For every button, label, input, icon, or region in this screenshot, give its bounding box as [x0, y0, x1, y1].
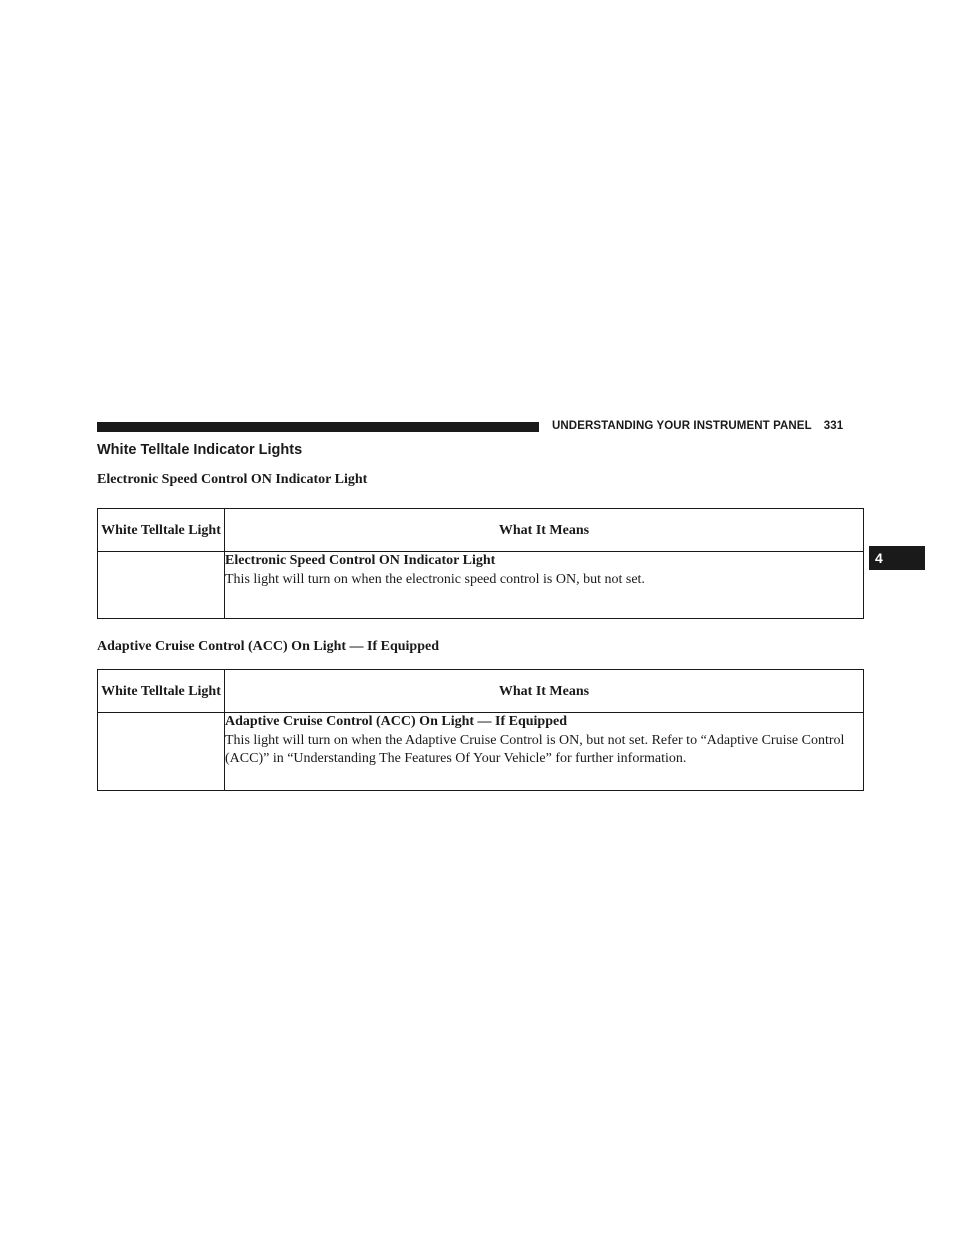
table-header-row — [98, 670, 864, 713]
row-title: Electronic Speed Control ON Indicator Light — [225, 553, 496, 568]
telltale-icon-cell — [98, 713, 225, 791]
running-head — [552, 420, 843, 432]
column-header-meaning: What It Means — [225, 509, 864, 552]
row-text: This light will turn on when the Adaptive Cruise Control is ON, but not set. Refer to “Adaptive Cruise Control (ACC)” in “Understanding The Features Of Your Vehicle” for further information. — [225, 732, 845, 766]
meaning-cell — [225, 552, 864, 619]
telltale-table — [97, 669, 864, 791]
row-title: Adaptive Cruise Control (ACC) On Light — If Equipped — [225, 714, 568, 729]
meaning-cell — [225, 713, 864, 791]
column-header-meaning: What It Means — [225, 670, 864, 713]
running-head-title: UNDERSTANDING YOUR INSTRUMENT PANEL — [552, 420, 812, 432]
block-heading: Adaptive Cruise Control (ACC) On Light — If Equipped — [97, 639, 440, 654]
row-text: This light will turn on when the electronic speed control is ON, but not set. — [225, 571, 645, 587]
telltale-icon-cell — [98, 552, 225, 619]
header-rule — [97, 422, 539, 432]
telltale-table — [97, 508, 864, 619]
page-number: 331 — [823, 420, 844, 432]
block-heading: Electronic Speed Control ON Indicator Light — [97, 472, 368, 487]
section-title: White Telltale Indicator Lights — [97, 442, 303, 458]
chapter-tab: 4 — [869, 546, 925, 570]
table-header-row — [98, 509, 864, 552]
column-header-light: White Telltale Light — [98, 509, 225, 552]
table-row — [98, 552, 864, 619]
column-header-light: White Telltale Light — [98, 670, 225, 713]
table-row — [98, 713, 864, 791]
